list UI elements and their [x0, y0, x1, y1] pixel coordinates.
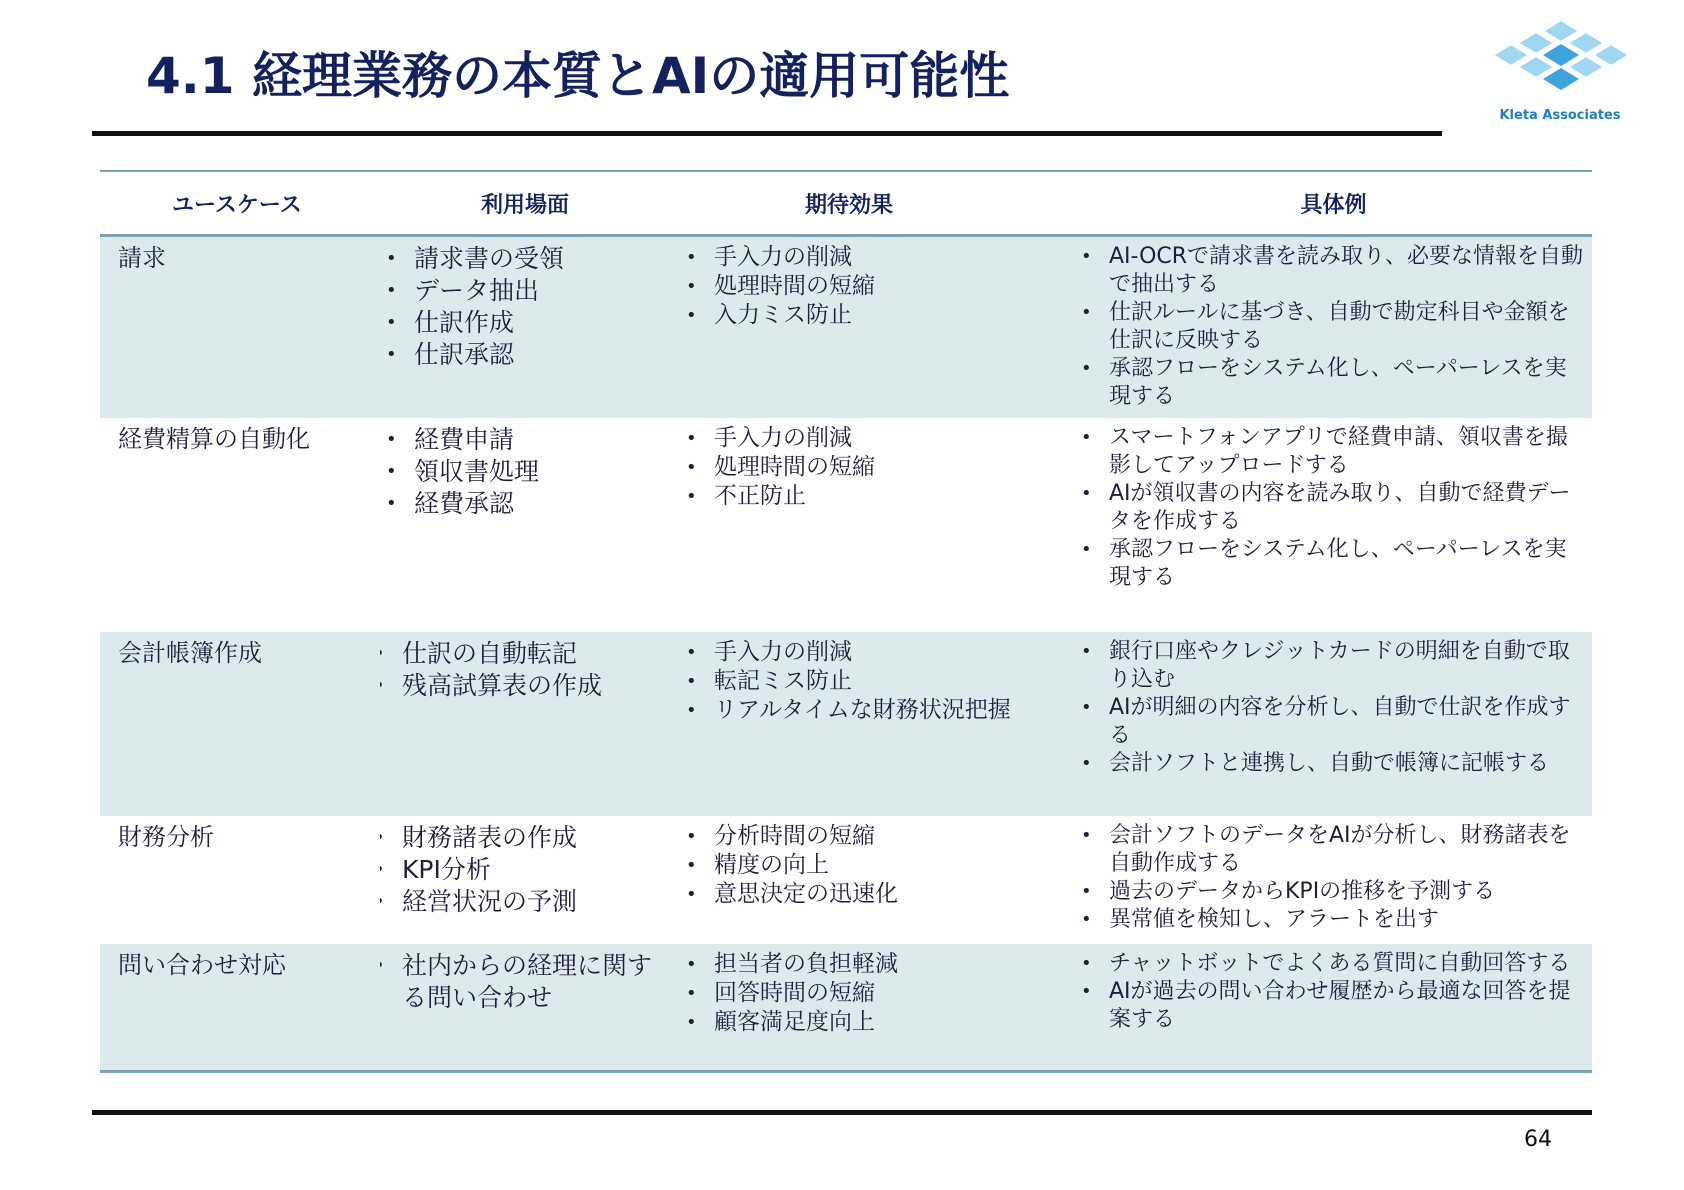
situation-list [380, 418, 670, 632]
list-item: • 分析時間の短縮 [680, 822, 1067, 851]
example-list [1075, 816, 1592, 944]
table-row [100, 418, 1592, 632]
effect-list [670, 236, 1075, 418]
list-item: • 担当者の負担軽減 [680, 950, 1067, 979]
list-item: • 財務諸表の作成 [380, 822, 662, 854]
list-item: • チャットボットでよくある質問に自動回答する [1075, 950, 1584, 978]
list-item: • 回答時間の短縮 [680, 979, 1067, 1008]
list-item: • 仕訳作成 [380, 307, 662, 339]
list-item: • 過去のデータからKPIの推移を予測する [1075, 878, 1584, 906]
table-row [100, 236, 1592, 418]
list-item: • 承認フローをシステム化し、ペーパーレスを実現する [1075, 355, 1584, 411]
slide-title: 4.1 経理業務の本質とAIの適用可能性 [146, 47, 1010, 105]
list-item: • KPI分析 [380, 854, 662, 886]
list-item: • 入力ミス防止 [680, 301, 1067, 330]
list-item: • データ抽出 [380, 275, 662, 307]
example-list [1075, 632, 1592, 816]
effect-list [670, 816, 1075, 944]
list-item: • 経費承認 [380, 488, 662, 520]
header-situation: 利用場面 [380, 171, 670, 236]
list-item: • AI-OCRで請求書を読み取り、必要な情報を自動で抽出する [1075, 243, 1584, 299]
list-item: • AIが領収書の内容を読み取り、自動で経費データを作成する [1075, 480, 1584, 536]
list-item: • AIが明細の内容を分析し、自動で仕訳を作成する [1075, 694, 1584, 750]
list-item: • リアルタイムな財務状況把握 [680, 696, 1067, 725]
list-item: • 処理時間の短縮 [680, 453, 1067, 482]
list-item: • 処理時間の短縮 [680, 272, 1067, 301]
list-item: • 手入力の削減 [680, 638, 1067, 667]
list-item: • 経費申請 [380, 424, 662, 456]
use-case-name: 請求 [100, 236, 380, 418]
example-list [1075, 236, 1592, 418]
list-item: • 承認フローをシステム化し、ペーパーレスを実現する [1075, 536, 1584, 592]
list-item: • 会計ソフトのデータをAIが分析し、財務諸表を自動作成する [1075, 822, 1584, 878]
header-effect: 期待効果 [670, 171, 1075, 236]
list-item: • 経営状況の予測 [380, 886, 662, 918]
table-header-row [100, 171, 1592, 236]
list-item: • 銀行口座やクレジットカードの明細を自動で取り込む [1075, 638, 1584, 694]
page-number: 64 [1524, 1127, 1552, 1152]
effect-list [670, 418, 1075, 632]
list-item: • AIが過去の問い合わせ履歴から最適な回答を提案する [1075, 978, 1584, 1034]
list-item: • 仕訳の自動転記 [380, 638, 662, 670]
title-divider [92, 131, 1442, 136]
example-list [1075, 418, 1592, 632]
list-item: • 精度の向上 [680, 851, 1067, 880]
footer-divider [92, 1110, 1592, 1115]
list-item: • 仕訳承認 [380, 339, 662, 371]
use-case-table [100, 170, 1592, 1073]
list-item: • 請求書の受領 [380, 243, 662, 275]
list-item: • 異常値を検知し、アラートを出す [1075, 906, 1584, 934]
list-item: • 転記ミス防止 [680, 667, 1067, 696]
list-item: • 会計ソフトと連携し、自動で帳簿に記帳する [1075, 750, 1584, 778]
table-row [100, 632, 1592, 816]
list-item: • 仕訳ルールに基づき、自動で勘定科目や金額を仕訳に反映する [1075, 299, 1584, 355]
effect-list [670, 944, 1075, 1072]
use-case-name: 会計帳簿作成 [100, 632, 380, 816]
situation-list [380, 236, 670, 418]
list-item: • 領収書処理 [380, 456, 662, 488]
list-item: • 社内からの経理に関する問い合わせ [380, 950, 662, 1014]
list-item: • スマートフォンアプリで経費申請、領収書を撮影してアップロードする [1075, 424, 1584, 480]
header-example: 具体例 [1075, 171, 1592, 236]
list-item: • 手入力の削減 [680, 424, 1067, 453]
effect-list [670, 632, 1075, 816]
situation-list [380, 632, 670, 816]
list-item: • 意思決定の迅速化 [680, 880, 1067, 909]
list-item: • 顧客満足度向上 [680, 1008, 1067, 1037]
use-case-name: 財務分析 [118, 822, 214, 851]
table-row [100, 816, 1592, 944]
company-logo [1480, 18, 1640, 128]
use-case-name: 問い合わせ対応 [100, 944, 380, 1072]
example-list [1075, 944, 1592, 1072]
table-row [100, 944, 1592, 1072]
list-item: • 手入力の削減 [680, 243, 1067, 272]
list-item: • 不正防止 [680, 482, 1067, 511]
situation-list [380, 816, 670, 944]
header-use-case: ユースケース [100, 171, 380, 236]
blue-diamond-tiles-icon [1486, 18, 1636, 104]
list-item: • 残高試算表の作成 [380, 670, 662, 702]
logo-text: Kleta Associates [1499, 108, 1621, 123]
use-case-name: 経費精算の自動化 [118, 424, 310, 453]
situation-list [380, 944, 670, 1072]
